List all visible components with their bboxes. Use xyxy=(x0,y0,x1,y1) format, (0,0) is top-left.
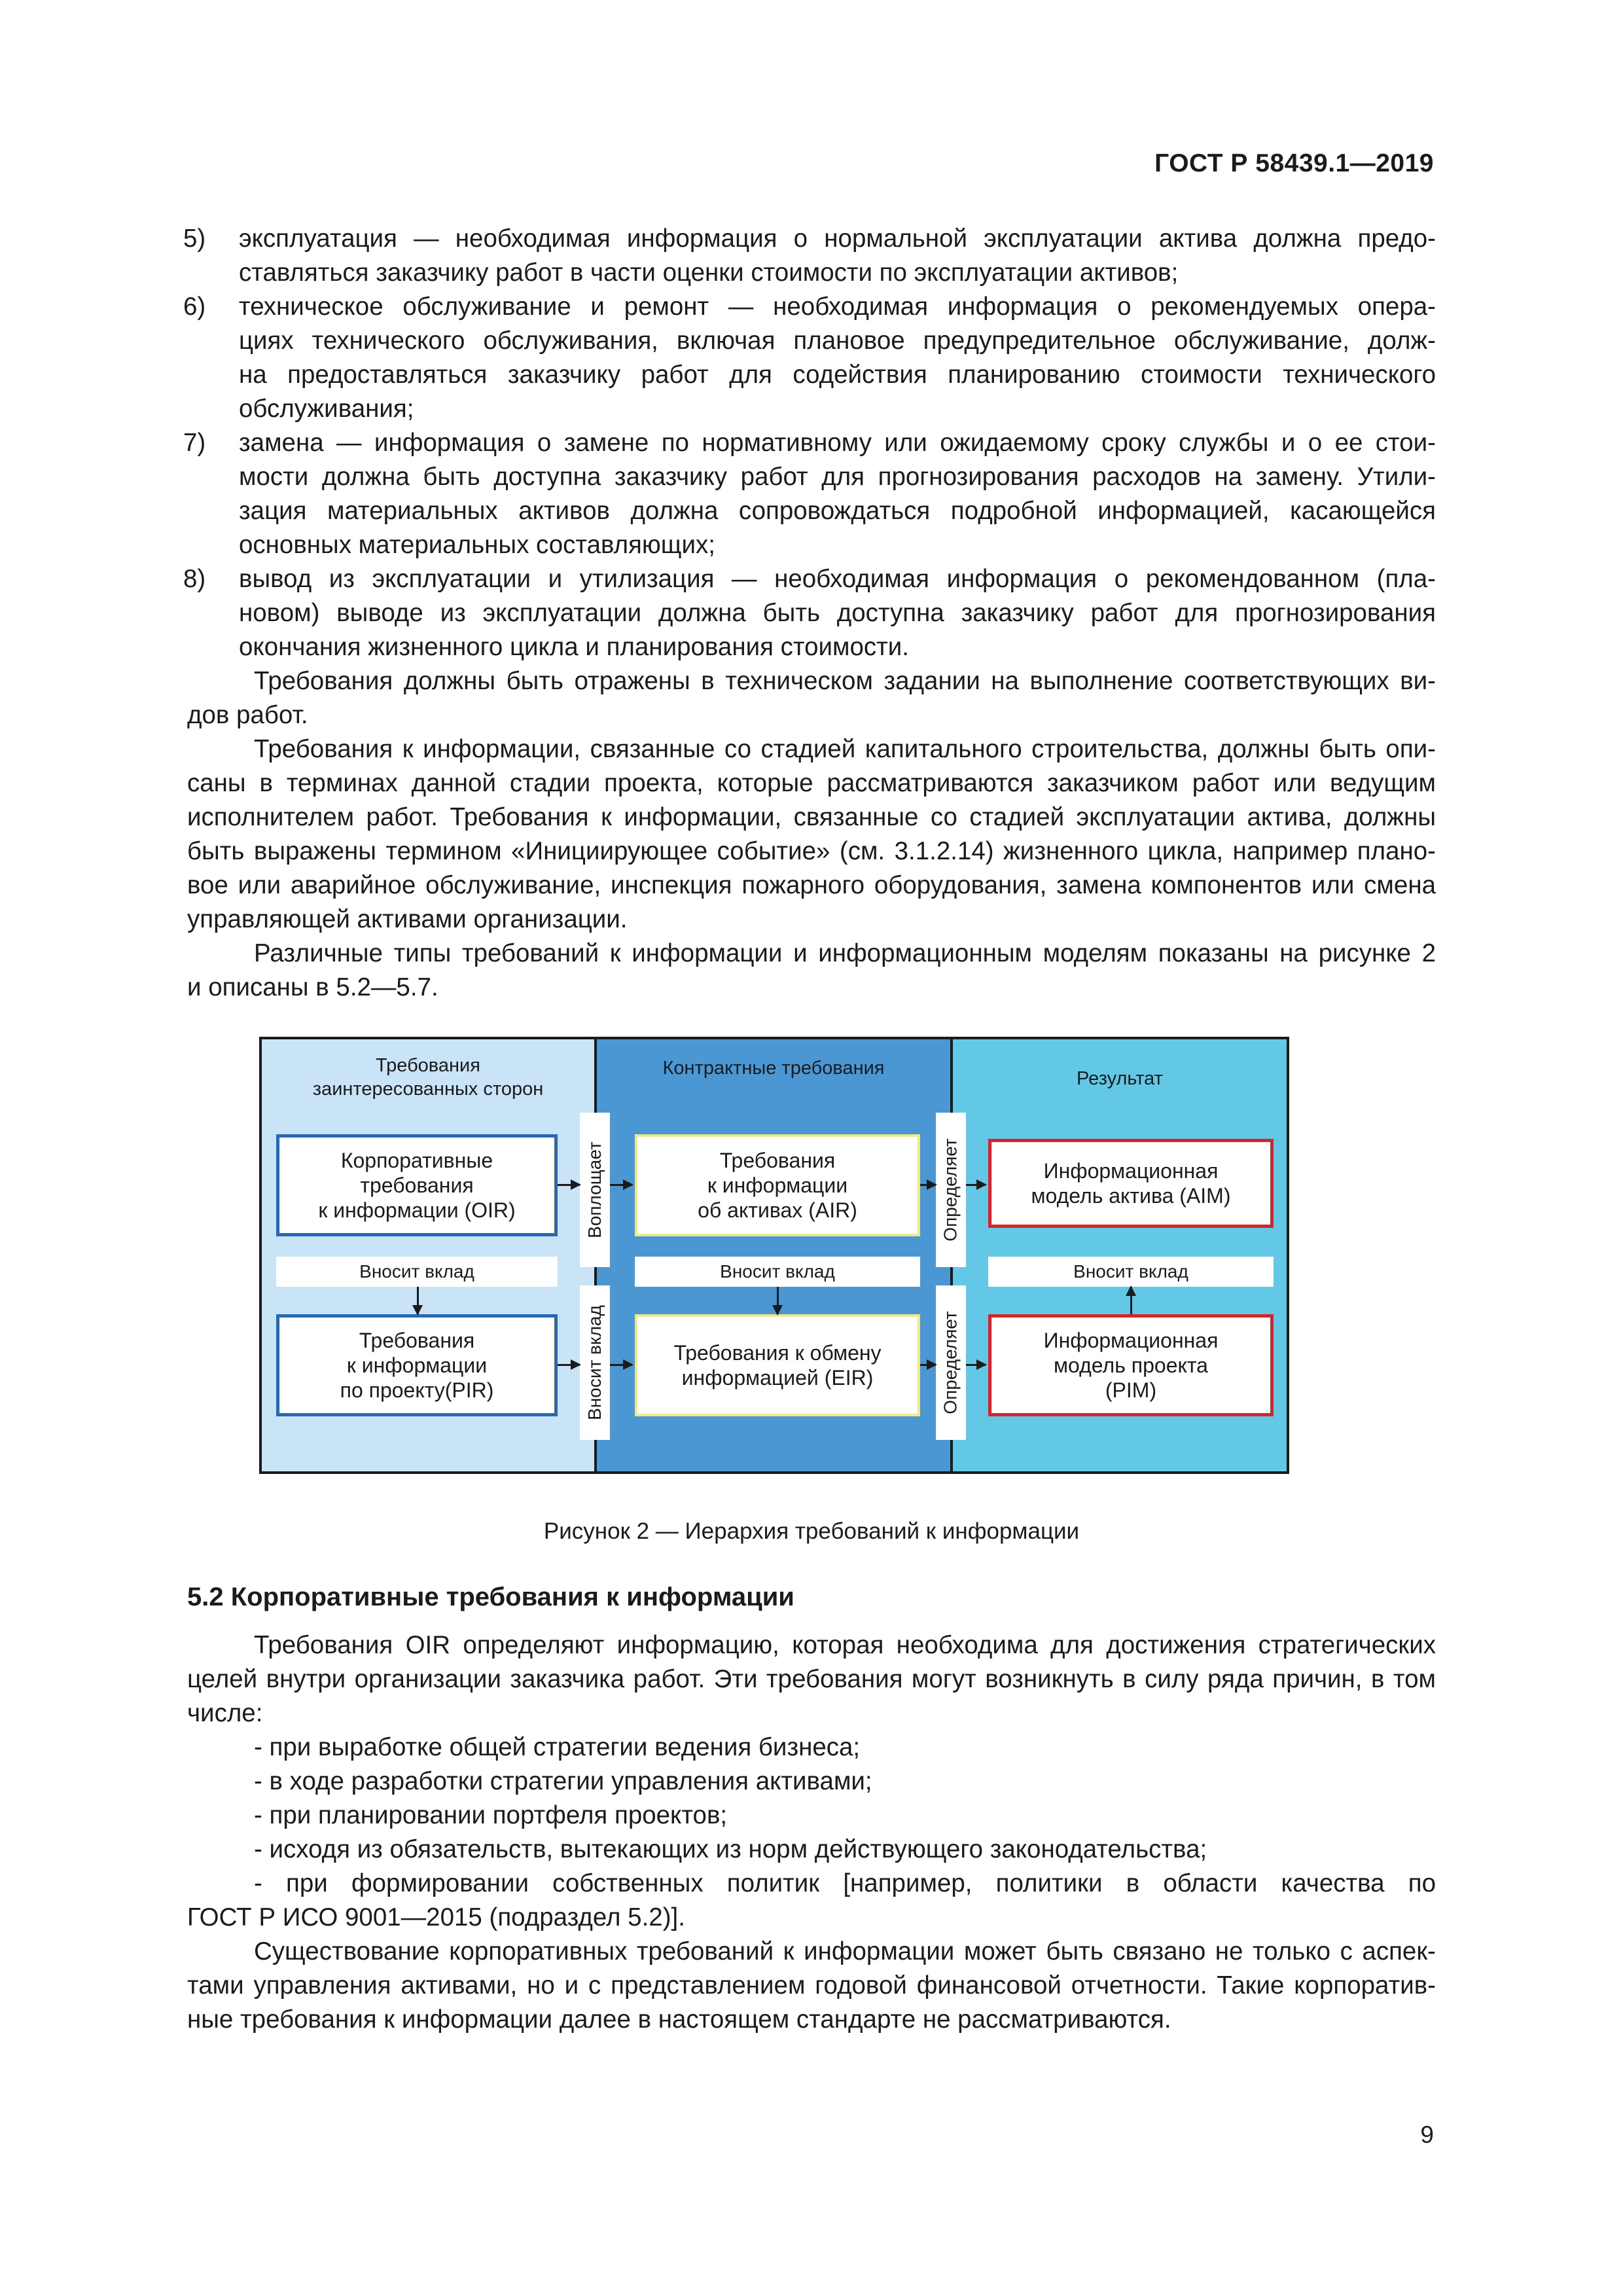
list-item: - при выработке общей стратегии ведения бизнеса; xyxy=(254,1733,861,1761)
list-item: - исходя из обязательств, вытекающих из норм действующего законодательства; xyxy=(254,1835,1207,1863)
arrow-down-icon xyxy=(417,1287,419,1314)
aim-box: Информационная модель актива (AIM) xyxy=(988,1139,1274,1228)
bullet-list xyxy=(187,1731,1436,1935)
list-line: замена — информация о замене по нормативному или ожидаемому сроку службы и о ее стои- xyxy=(239,429,1436,457)
arrow-right-icon xyxy=(966,1184,986,1186)
list-line: основных материальных составляющих; xyxy=(239,531,715,559)
body-paragraphs xyxy=(187,664,1436,1005)
column-title: Контрактные требования xyxy=(662,1058,885,1079)
section-heading: 5.2 Корпоративные требования к информации xyxy=(187,1583,794,1611)
list-line: эксплуатация — необходимая информация о нормальной эксплуатации актива должна предо- xyxy=(239,224,1436,253)
list-item: 5) эксплуатация — необходимая информация о нормальной эксплуатации актива должна предо- ставляться заказчику работ в части оценки стоимости по эксплуатации активов; xyxy=(187,222,1436,290)
contributes-band: Вносит вклад xyxy=(988,1257,1274,1287)
list-item: - в ходе разработки стратегии управления активами; xyxy=(254,1767,872,1795)
arrow-up-icon xyxy=(1130,1287,1132,1314)
arrow-down-icon xyxy=(777,1287,779,1314)
paragraph: Требования OIR определяют информацию, которая необходима для достижения стратегических целей внутри организации заказчика работ. Эти требования могут возникнуть в силу ряда причин, в том числе: xyxy=(187,1631,1436,1727)
list-line: техническое обслуживание и ремонт — необходимая информация о рекомендуемых опера- xyxy=(239,293,1436,321)
list-line: окончания жизненного цикла и планирования стоимости. xyxy=(239,633,909,661)
contributes-band: Вносит вклад xyxy=(276,1257,558,1287)
list-item: ГОСТ Р ИСО 9001—2015 (подраздел 5.2)]. xyxy=(187,1903,685,1931)
list-line: циях технического обслуживания, включая плановое предупредительное обслуживание, долж- xyxy=(239,327,1436,355)
arrow-right-icon xyxy=(610,1184,632,1186)
list-item: - при формировании собственных политик [например, политики в области качества по xyxy=(254,1869,1436,1897)
column-title: Результат xyxy=(1077,1068,1163,1089)
paragraph: Требования должны быть отражены в техническом задании на выполнение соответствующих ви- дов работ. xyxy=(187,667,1436,729)
section-body xyxy=(187,1628,1436,2037)
list-line: ставляться заказчику работ в части оценки стоимости по эксплуатации активов; xyxy=(239,259,1179,287)
paragraph: Требования к информации, связанные со стадией капитального строительства, должны быть опи- саны в терминах данной стадии проекта, которые рассматриваются заказчиком работ или ведущим исполнителем работ. Требования к информации, связанные со стадией эксплуатации актива, должны быть выражены термином «Инициирующее событие» (см. 3.1.2.14) жизненного цикла, например плано- вое или аварийное обслуживание, инспекция пожарного оборудования, замена компонентов или смена управляющей активами организации. xyxy=(187,735,1436,933)
defines-label: Определяет xyxy=(936,1113,966,1267)
figure-caption: Рисунок 2 — Иерархия требований к информации xyxy=(543,1518,1080,1544)
list-line: обслуживания; xyxy=(239,395,414,423)
pim-box: Информационная модель проекта (PIM) xyxy=(988,1314,1274,1416)
document-id: ГОСТ Р 58439.1—2019 xyxy=(1154,149,1434,177)
embodies-label: Воплощает xyxy=(580,1113,610,1267)
list-line: зация материальных активов должна сопровождаться подробной информацией, касающейся xyxy=(239,497,1436,525)
list-item: 7) замена — информация о замене по нормативному или ожидаемому сроку службы и о ее стои- мости должна быть доступна заказчику работ для прогнозирования расходов на замену. Утили- зация материальных активов должна сопровождаться подробной информацией, касающейся основных материальных составляющих; xyxy=(187,426,1436,562)
paragraph: Существование корпоративных требований к информации может быть связано не только с аспек- тами управления активами, но и с представлением годовой финансовой отчетности. Такие корпоратив- ные требования к информации далее в настоящем стандарте не рассматриваются. xyxy=(187,1937,1436,2034)
arrow-right-icon xyxy=(920,1184,936,1186)
eir-box: Требования к обмену информацией (EIR) xyxy=(635,1314,920,1416)
arrow-right-icon xyxy=(920,1364,936,1366)
paragraph: Различные типы требований к информации и информационным моделям показаны на рисунке 2 и описаны в 5.2—5.7. xyxy=(187,939,1436,1001)
defines-label: Определяет xyxy=(936,1285,966,1440)
air-box: Требования к информации об активах (AIR) xyxy=(635,1134,920,1236)
arrow-right-icon xyxy=(966,1364,986,1366)
page-number: 9 xyxy=(1420,2121,1434,2148)
arrow-right-icon xyxy=(558,1364,580,1366)
list-line: на предоставляться заказчику работ для содействия планированию стоимости технического xyxy=(239,361,1436,389)
list-item: - при планировании портфеля проектов; xyxy=(254,1801,728,1829)
list-item: 8) вывод из эксплуатации и утилизация — необходимая информация о рекомендованном (пла- новом) выводе из эксплуатации должна быть доступна заказчику работ для прогнозирования окончания жизненного цикла и планирования стоимости. xyxy=(187,562,1436,664)
pir-box: Требования к информации по проекту(PIR) xyxy=(276,1314,558,1416)
list-item: 6) техническое обслуживание и ремонт — необходимая информация о рекомендуемых опера- циях технического обслуживания, включая плановое предупредительное обслуживание, долж- на предоставляться заказчику работ для содействия планированию стоимости технического обслуживания; xyxy=(187,290,1436,426)
list-line: мости должна быть доступна заказчику работ для прогнозирования расходов на замену. Утили- xyxy=(239,463,1436,491)
arrow-right-icon xyxy=(610,1364,632,1366)
information-hierarchy-diagram xyxy=(259,1037,1289,1474)
contributes-vertical-label: Вносит вклад xyxy=(580,1285,610,1440)
column-title: Требования заинтересованных сторон xyxy=(312,1055,544,1100)
oir-box: Корпоративные требования к информации (OIR) xyxy=(276,1134,558,1236)
arrow-right-icon xyxy=(558,1184,580,1186)
contributes-band: Вносит вклад xyxy=(635,1257,920,1287)
list-line: новом) выводе из эксплуатации должна быть доступна заказчику работ для прогнозирования xyxy=(239,599,1436,627)
list-line: вывод из эксплуатации и утилизация — необходимая информация о рекомендованном (пла- xyxy=(239,565,1436,593)
lifecycle-list xyxy=(183,222,1436,664)
